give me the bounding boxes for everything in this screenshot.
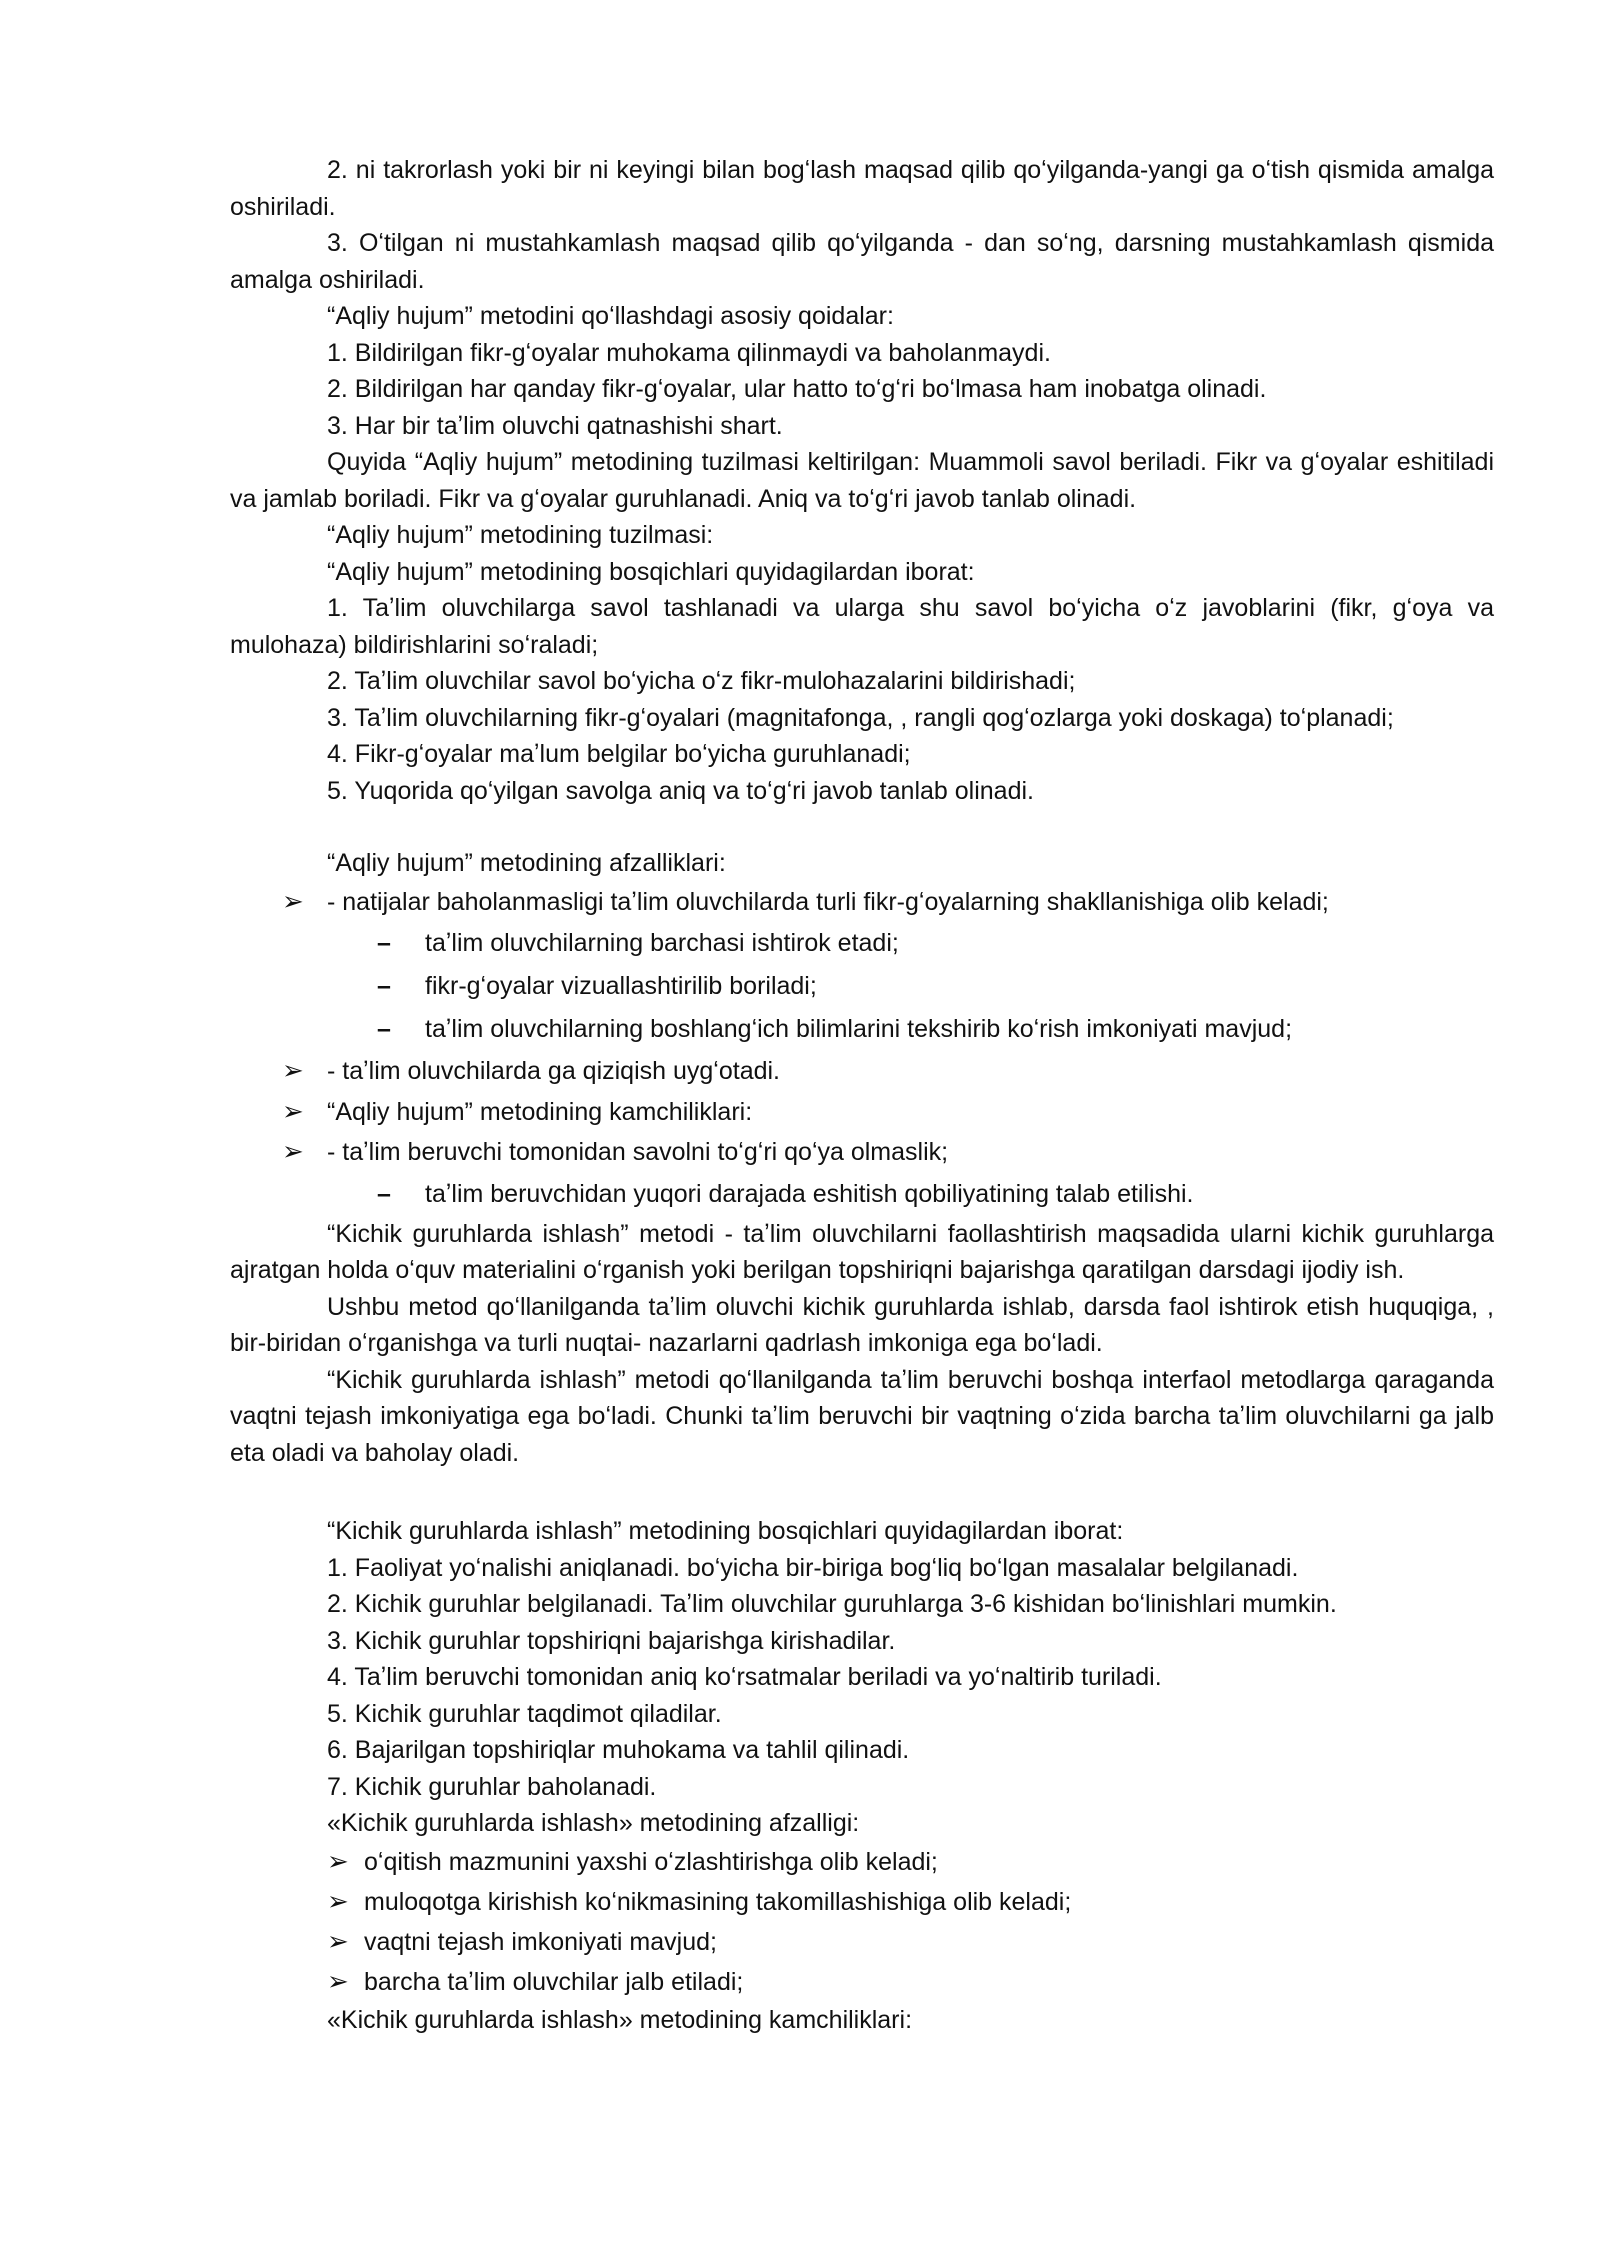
paragraph: 3. Taʼlim oluvchilarning fikr-gʻoyalari (magnitafonga, , rangli qogʻozlarga yoki doskaga) toʻplanadi; <box>327 703 1394 732</box>
arrow-list-item <box>230 1922 1494 1962</box>
arrow-list-item <box>230 1882 1494 1922</box>
arrow-list-item <box>230 1051 1494 1092</box>
paragraph: 2. Taʼlim oluvchilar savol boʻyicha oʻz fikr-mulohazalarini bildirishadi; <box>327 667 1076 695</box>
section-heading: «Kichik guruhlarda ishlash» metodining afzalligi: <box>327 1809 860 1837</box>
dash-bullet-icon: – <box>377 1179 391 1208</box>
list-item-text: barcha taʼlim oluvchilar jalb etiladi; <box>364 1967 744 1996</box>
arrow-list-item <box>230 1092 1494 1133</box>
numbered-step: 1. Faoliyat yoʻnalishi aniqlanadi. boʻyicha bir-biriga bogʻliq boʻlgan masalalar belgilanadi. <box>327 1553 1299 1582</box>
list-item-text: oʻqitish mazmunini yaxshi oʻzlashtirishga olib keladi; <box>364 1847 938 1876</box>
list-item-text: - natijalar baholanmasligi taʼlim oluvchilarda turli fikr-gʻoyalarning shakllanishiga olib keladi; <box>327 887 1329 916</box>
arrow-list-item <box>230 1842 1494 1882</box>
paragraph: “Aqliy hujum” metodining bosqichlari quyidagilardan iborat: <box>327 557 975 586</box>
list-item-text: - taʼlim oluvchilarda ga qiziqish uygʻotadi. <box>327 1057 781 1085</box>
paragraph: 1. Bildirilgan fikr-gʻoyalar muhokama qilinmaydi va baholanmaydi. <box>327 338 1051 367</box>
numbered-step: 7. Kichik guruhlar baholanadi. <box>327 1772 657 1801</box>
arrow-list-item <box>230 1132 1494 1173</box>
paragraph: 4. Fikr-gʻoyalar maʼlum belgilar boʻyicha guruhlanadi; <box>327 740 911 768</box>
paragraph: 5. Yuqorida qoʻyilgan savolga aniq va toʻgʻri javob tanlab olinadi. <box>327 776 1034 805</box>
paragraph: Ushbu metod qoʻllanilganda taʼlim oluvchi kichik guruhlarda ishlab, darsda faol ishtirok etish huquqiga, , bir-biridan oʻrganishga va turli nuqtai- nazarlarni qadrlash imkoniga ega boʻladi. <box>230 1292 1494 1357</box>
document-body <box>230 152 1494 2038</box>
blank-line <box>230 809 1494 845</box>
paragraph: 2. ni takrorlash yoki bir ni keyingi bilan bogʻlash maqsad qilib qoʻyilganda-yangi ga oʻtish qismida amalga oshiriladi. <box>230 156 1494 221</box>
numbered-step: 5. Kichik guruhlar taqdimot qiladilar. <box>327 1699 722 1728</box>
paragraph: 3. Har bir taʼlim oluvchi qatnashishi shart. <box>327 411 783 440</box>
paragraph: “Kichik guruhlarda ishlash” metodi qoʻllanilganda taʼlim beruvchi boshqa interfaol metodlarga qaraganda vaqtni tejash imkoniyatiga ega boʻladi. Chunki taʼlim beruvchi bir vaqtning oʻzida barcha taʼlim oluvchilarni ga jalb eta oladi va baholay oladi. <box>230 1365 1494 1467</box>
dash-list-item <box>230 922 1494 965</box>
arrow-list-item <box>230 1962 1494 2002</box>
list-item-text: taʼlim oluvchilarning boshlangʻich bilimlarini tekshirib koʻrish imkoniyati mavjud; <box>425 1015 1293 1043</box>
numbered-step: 3. Kichik guruhlar topshiriqni bajarishga kirishadilar. <box>327 1626 896 1655</box>
dash-bullet-icon: – <box>377 972 391 1000</box>
arrow-bullet-icon: ➢ <box>282 886 304 917</box>
paragraph: “Aqliy hujum” metodining tuzilmasi: <box>327 521 714 549</box>
arrow-bullet-icon: ➢ <box>327 1966 349 1997</box>
arrow-bullet-icon: ➢ <box>327 1846 349 1877</box>
section-heading: “Aqliy hujum” metodining afzalliklari: <box>327 849 726 877</box>
arrow-bullet-icon: ➢ <box>327 1926 349 1957</box>
arrow-list-item <box>230 882 1494 923</box>
paragraph: 1. Taʼlim oluvchilarga savol tashlanadi va ularga shu savol boʻyicha oʻz javoblarini (fikr, gʻoya va mulohaza) bildirishlarini soʻraladi; <box>230 594 1494 659</box>
dash-bullet-icon: – <box>377 1015 391 1043</box>
arrow-bullet-icon: ➢ <box>327 1886 349 1917</box>
paragraph: 3. Oʻtilgan ni mustahkamlash maqsad qilib qoʻyilganda - dan soʻng, darsning mustahkamlash qismida amalga oshiriladi. <box>230 229 1494 294</box>
numbered-step: 4. Taʼlim beruvchi tomonidan aniq koʻrsatmalar beriladi va yoʻnaltirib turiladi. <box>327 1663 1162 1691</box>
section-heading: “Kichik guruhlarda ishlash” metodining bosqichlari quyidagilardan iborat: <box>327 1517 1124 1545</box>
dash-bullet-icon: – <box>377 929 391 957</box>
dash-list-item <box>230 965 1494 1008</box>
arrow-bullet-icon: ➢ <box>282 1096 304 1127</box>
dash-list-item <box>230 1173 1494 1216</box>
section-heading: «Kichik guruhlarda ishlash» metodining kamchiliklari: <box>327 2005 913 2034</box>
list-item-text: taʼlim oluvchilarning barchasi ishtirok etadi; <box>425 929 899 957</box>
paragraph: Quyida “Aqliy hujum” metodining tuzilmasi keltirilgan: Muammoli savol beriladi. Fikr va gʻoyalar eshitiladi va jamlab boriladi. Fikr va gʻoyalar guruhlanadi. Aniq va toʻgʻri javob tanlab olinadi. <box>230 448 1494 513</box>
list-item-text: - taʼlim beruvchi tomonidan savolni toʻgʻri qoʻya olmaslik; <box>327 1138 949 1166</box>
numbered-step: 2. Kichik guruhlar belgilanadi. Taʼlim oluvchilar guruhlarga 3-6 kishidan boʻlinishlari mumkin. <box>327 1590 1337 1618</box>
list-item-text: “Aqliy hujum” metodining kamchiliklari: <box>327 1097 753 1126</box>
paragraph: “Aqliy hujum” metodini qoʻllashdagi asosiy qoidalar: <box>327 302 894 330</box>
list-item-text: vaqtni tejash imkoniyati mavjud; <box>364 1927 717 1956</box>
paragraph: “Kichik guruhlarda ishlash” metodi - taʼlim oluvchilarni faollashtirish maqsadida ularni kichik guruhlarga ajratgan holda oʻquv materialini oʻrganish yoki berilgan topshiriqni bajarishga qaratilgan darsdagi ijodiy ish. <box>230 1219 1494 1284</box>
dash-list-item <box>230 1008 1494 1051</box>
arrow-bullet-icon: ➢ <box>282 1137 304 1167</box>
arrow-bullet-icon: ➢ <box>282 1056 304 1086</box>
paragraph: 2. Bildirilgan har qanday fikr-gʻoyalar, ular hatto toʻgʻri boʻlmasa ham inobatga olinadi. <box>327 375 1267 403</box>
list-item-text: taʼlim beruvchidan yuqori darajada eshitish qobiliyatining talab etilishi. <box>425 1179 1194 1208</box>
blank-line <box>230 1471 1494 1513</box>
list-item-text: muloqotga kirishish koʻnikmasining takomillashishiga olib keladi; <box>364 1887 1072 1916</box>
numbered-step: 6. Bajarilgan topshiriqlar muhokama va tahlil qilinadi. <box>327 1736 910 1764</box>
list-item-text: fikr-gʻoyalar vizuallashtirilib boriladi; <box>425 972 817 1000</box>
